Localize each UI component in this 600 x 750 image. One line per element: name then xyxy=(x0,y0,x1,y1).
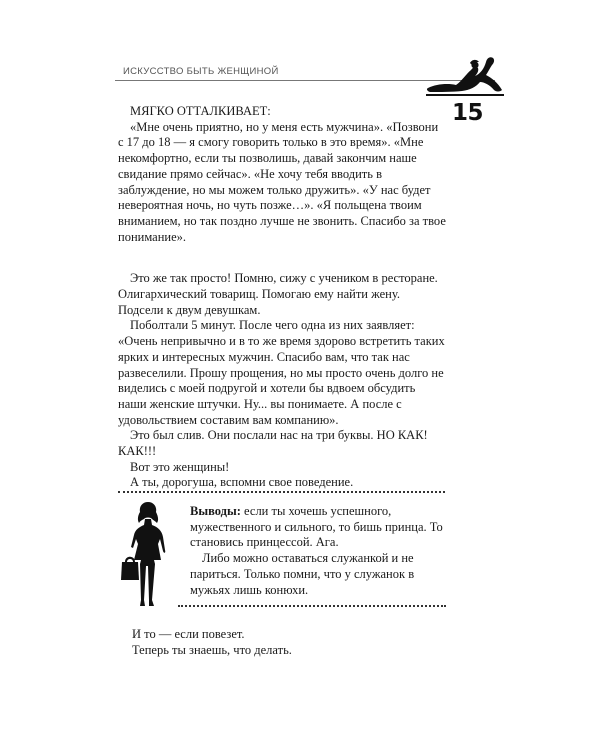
page-number: 15 xyxy=(452,100,484,126)
conclusion-text: если ты хочешь успешного, мужественного и сильного, то бишь принца. То становись принцессой. Ага. xyxy=(190,504,443,550)
story-paragraph: Вот это женщины! xyxy=(130,459,230,474)
conclusion-bottom-divider xyxy=(178,605,446,607)
reclining-woman-icon xyxy=(426,54,504,96)
running-title: ИСКУССТВО БЫТЬ ЖЕНЩИНОЙ xyxy=(123,66,279,77)
woman-with-handbag-icon xyxy=(118,500,178,608)
story-paragraph: А ты, дорогуша, вспомни свое поведение. xyxy=(130,475,354,490)
closing-line: Теперь ты знаешь, что делать. xyxy=(132,642,292,657)
conclusion-text: Либо можно оставаться служанкой и не париться. Только помни, что у служанок в мужьях лишь конюхи. xyxy=(190,551,415,597)
story-paragraph: Поболтали 5 минут. После чего одна из них заявляет: «Очень непривычно и в то же время здорово встретить таких ярких и интересных мужчин. Спасибо вам, что так нас развеселили. Прошу прощения, но мы просто очень долго не виделись с моей подругой и хотели бы вдвоем обсудить наши женские штучки. Ну... вы понимаете. А после с удовольствием составим вам компанию». xyxy=(118,318,445,427)
section-heading: МЯГКО ОТТАЛКИВАЕТ: xyxy=(130,104,271,118)
quotes-paragraph: «Мне очень приятно, но у меня есть мужчина». «Позвони с 17 до 18 — я смогу говорить только в это время». «Мне некомфортно, если ты позволишь, давай закончим наше свидание прямо сейчас». «Не хочу тебя вводить в заблуждение, но мы можем только дружить». «У нас будет невероятная ночь, но чуть позже…». «Я польщена твоим вниманием, но так поздно лучше не звонить. Спасибо за твое понимание». xyxy=(118,119,446,244)
conclusion-top-divider xyxy=(118,491,445,493)
story-paragraph: Это же так просто! Помню, сижу с учеником в ресторане. Олигархический товарищ. Помогаю ему найти жену. Подсели к двум девушкам. xyxy=(118,271,438,317)
story-paragraph: Это был слив. Они послали нас на три буквы. НО КАК! КАК!!! xyxy=(118,428,428,459)
closing-line: И то — если повезет. xyxy=(132,627,245,641)
conclusion-lead: Выводы: xyxy=(190,504,241,518)
closing-text xyxy=(132,627,446,658)
conclusion-block xyxy=(190,504,446,598)
main-text xyxy=(118,104,446,491)
